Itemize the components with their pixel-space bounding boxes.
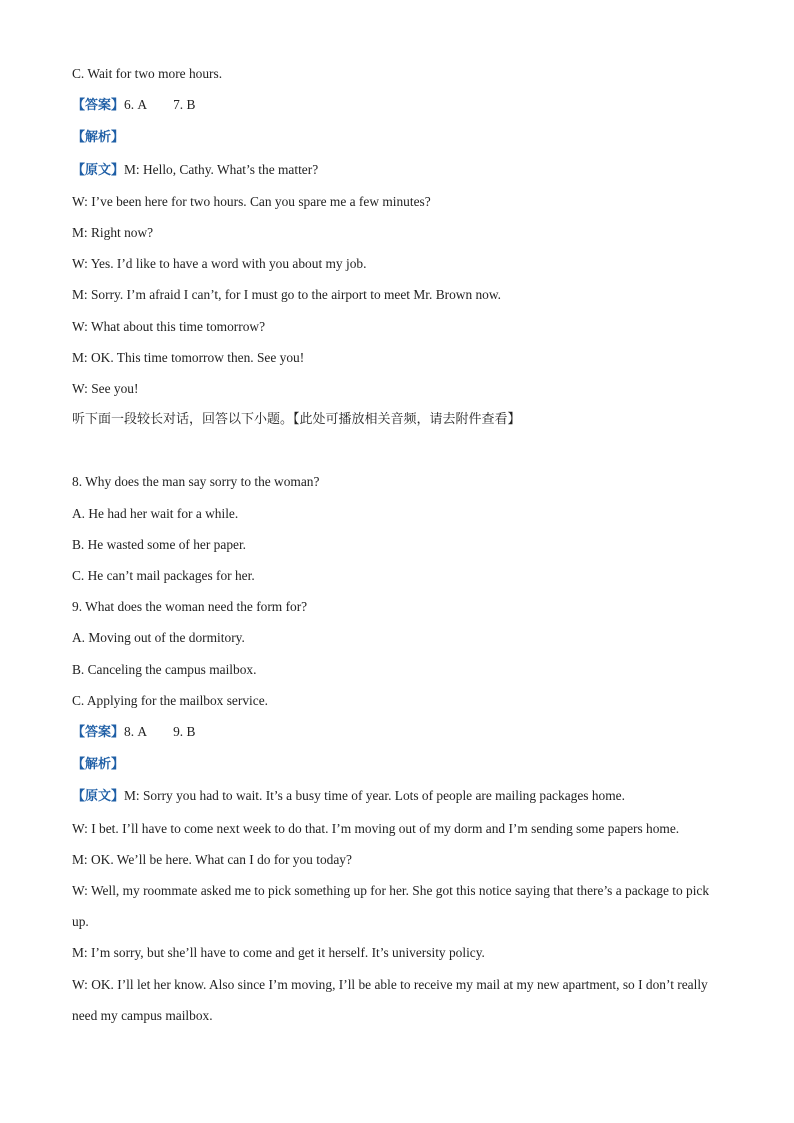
answer-tag: 【答案】	[72, 725, 125, 741]
option-8b: B. He wasted some of her paper.	[72, 536, 247, 552]
dialogue-line: W: I’ve been here for two hours. Can you spare me a few minutes?	[72, 193, 431, 209]
answer-tag: 【答案】	[72, 98, 125, 114]
option-8a: A. He had her wait for a while.	[72, 505, 239, 521]
dialogue-line: W: OK. I’ll let her know. Also since I’m moving, I’ll be able to receive my mail at my new apartment, so I don’t really need my campus mailbox.	[72, 976, 708, 1023]
dialogue-line: W: I bet. I’ll have to come next week to do that. I’m moving out of my dorm and I’m sending some papers home.	[72, 820, 680, 836]
dialogue-line: M: I’m sorry, but she’ll have to come and get it herself. It’s university policy.	[72, 945, 485, 961]
document-page	[72, 58, 724, 1031]
option-c-line: C. Wait for two more hours.	[72, 66, 223, 81]
analysis-line-2	[72, 748, 724, 780]
answer-line-1	[72, 89, 724, 121]
option-8c: C. He can’t mail packages for her.	[72, 568, 255, 584]
dialogue-line: M: Right now?	[72, 225, 154, 241]
transcript-line-1	[72, 154, 724, 186]
analysis-line-1	[72, 121, 724, 153]
answer-line-2	[72, 716, 724, 748]
dialogue-line: M: OK. We’ll be here. What can I do for you today?	[72, 851, 352, 867]
dialogue-line: W: Well, my roommate asked me to pick something up for her. She got this notice saying that there’s a package to pick up.	[72, 883, 710, 930]
option-9c: C. Applying for the mailbox service.	[72, 692, 268, 708]
transcript-tag: 【原文】	[72, 162, 125, 178]
dialogue-line: W: Yes. I’d like to have a word with you about my job.	[72, 256, 367, 272]
transcript-line-2	[72, 780, 724, 812]
answer-8: 8. A	[124, 724, 148, 740]
spacer	[72, 435, 724, 466]
answer-9: 9. B	[173, 724, 196, 740]
question-8: 8. Why does the man say sorry to the woman?	[72, 474, 320, 490]
option-9b: B. Canceling the campus mailbox.	[72, 661, 257, 677]
transcript-text: M: Hello, Cathy. What’s the matter?	[124, 161, 319, 177]
transcript-text: M: Sorry you had to wait. It’s a busy time of year. Lots of people are mailing packages home.	[124, 788, 625, 804]
question-9: 9. What does the woman need the form for?	[72, 599, 308, 615]
dialogue-line: W: What about this time tomorrow?	[72, 318, 266, 334]
analysis-tag: 【解析】	[72, 130, 125, 146]
dialogue-line: M: OK. This time tomorrow then. See you!	[72, 349, 305, 365]
dialogue-line: M: Sorry. I’m afraid I can’t, for I must go to the airport to meet Mr. Brown now.	[72, 287, 502, 303]
answer-7: 7. B	[173, 97, 196, 113]
analysis-tag: 【解析】	[72, 757, 125, 773]
listening-instruction: 听下面一段较长对话，回答以下小题。【此处可播放相关音频，请去附件查看】	[72, 412, 521, 428]
dialogue-line: W: See you!	[72, 381, 139, 397]
option-9a: A. Moving out of the dormitory.	[72, 630, 245, 646]
transcript-tag: 【原文】	[72, 789, 125, 805]
answer-6: 6. A	[124, 97, 148, 113]
